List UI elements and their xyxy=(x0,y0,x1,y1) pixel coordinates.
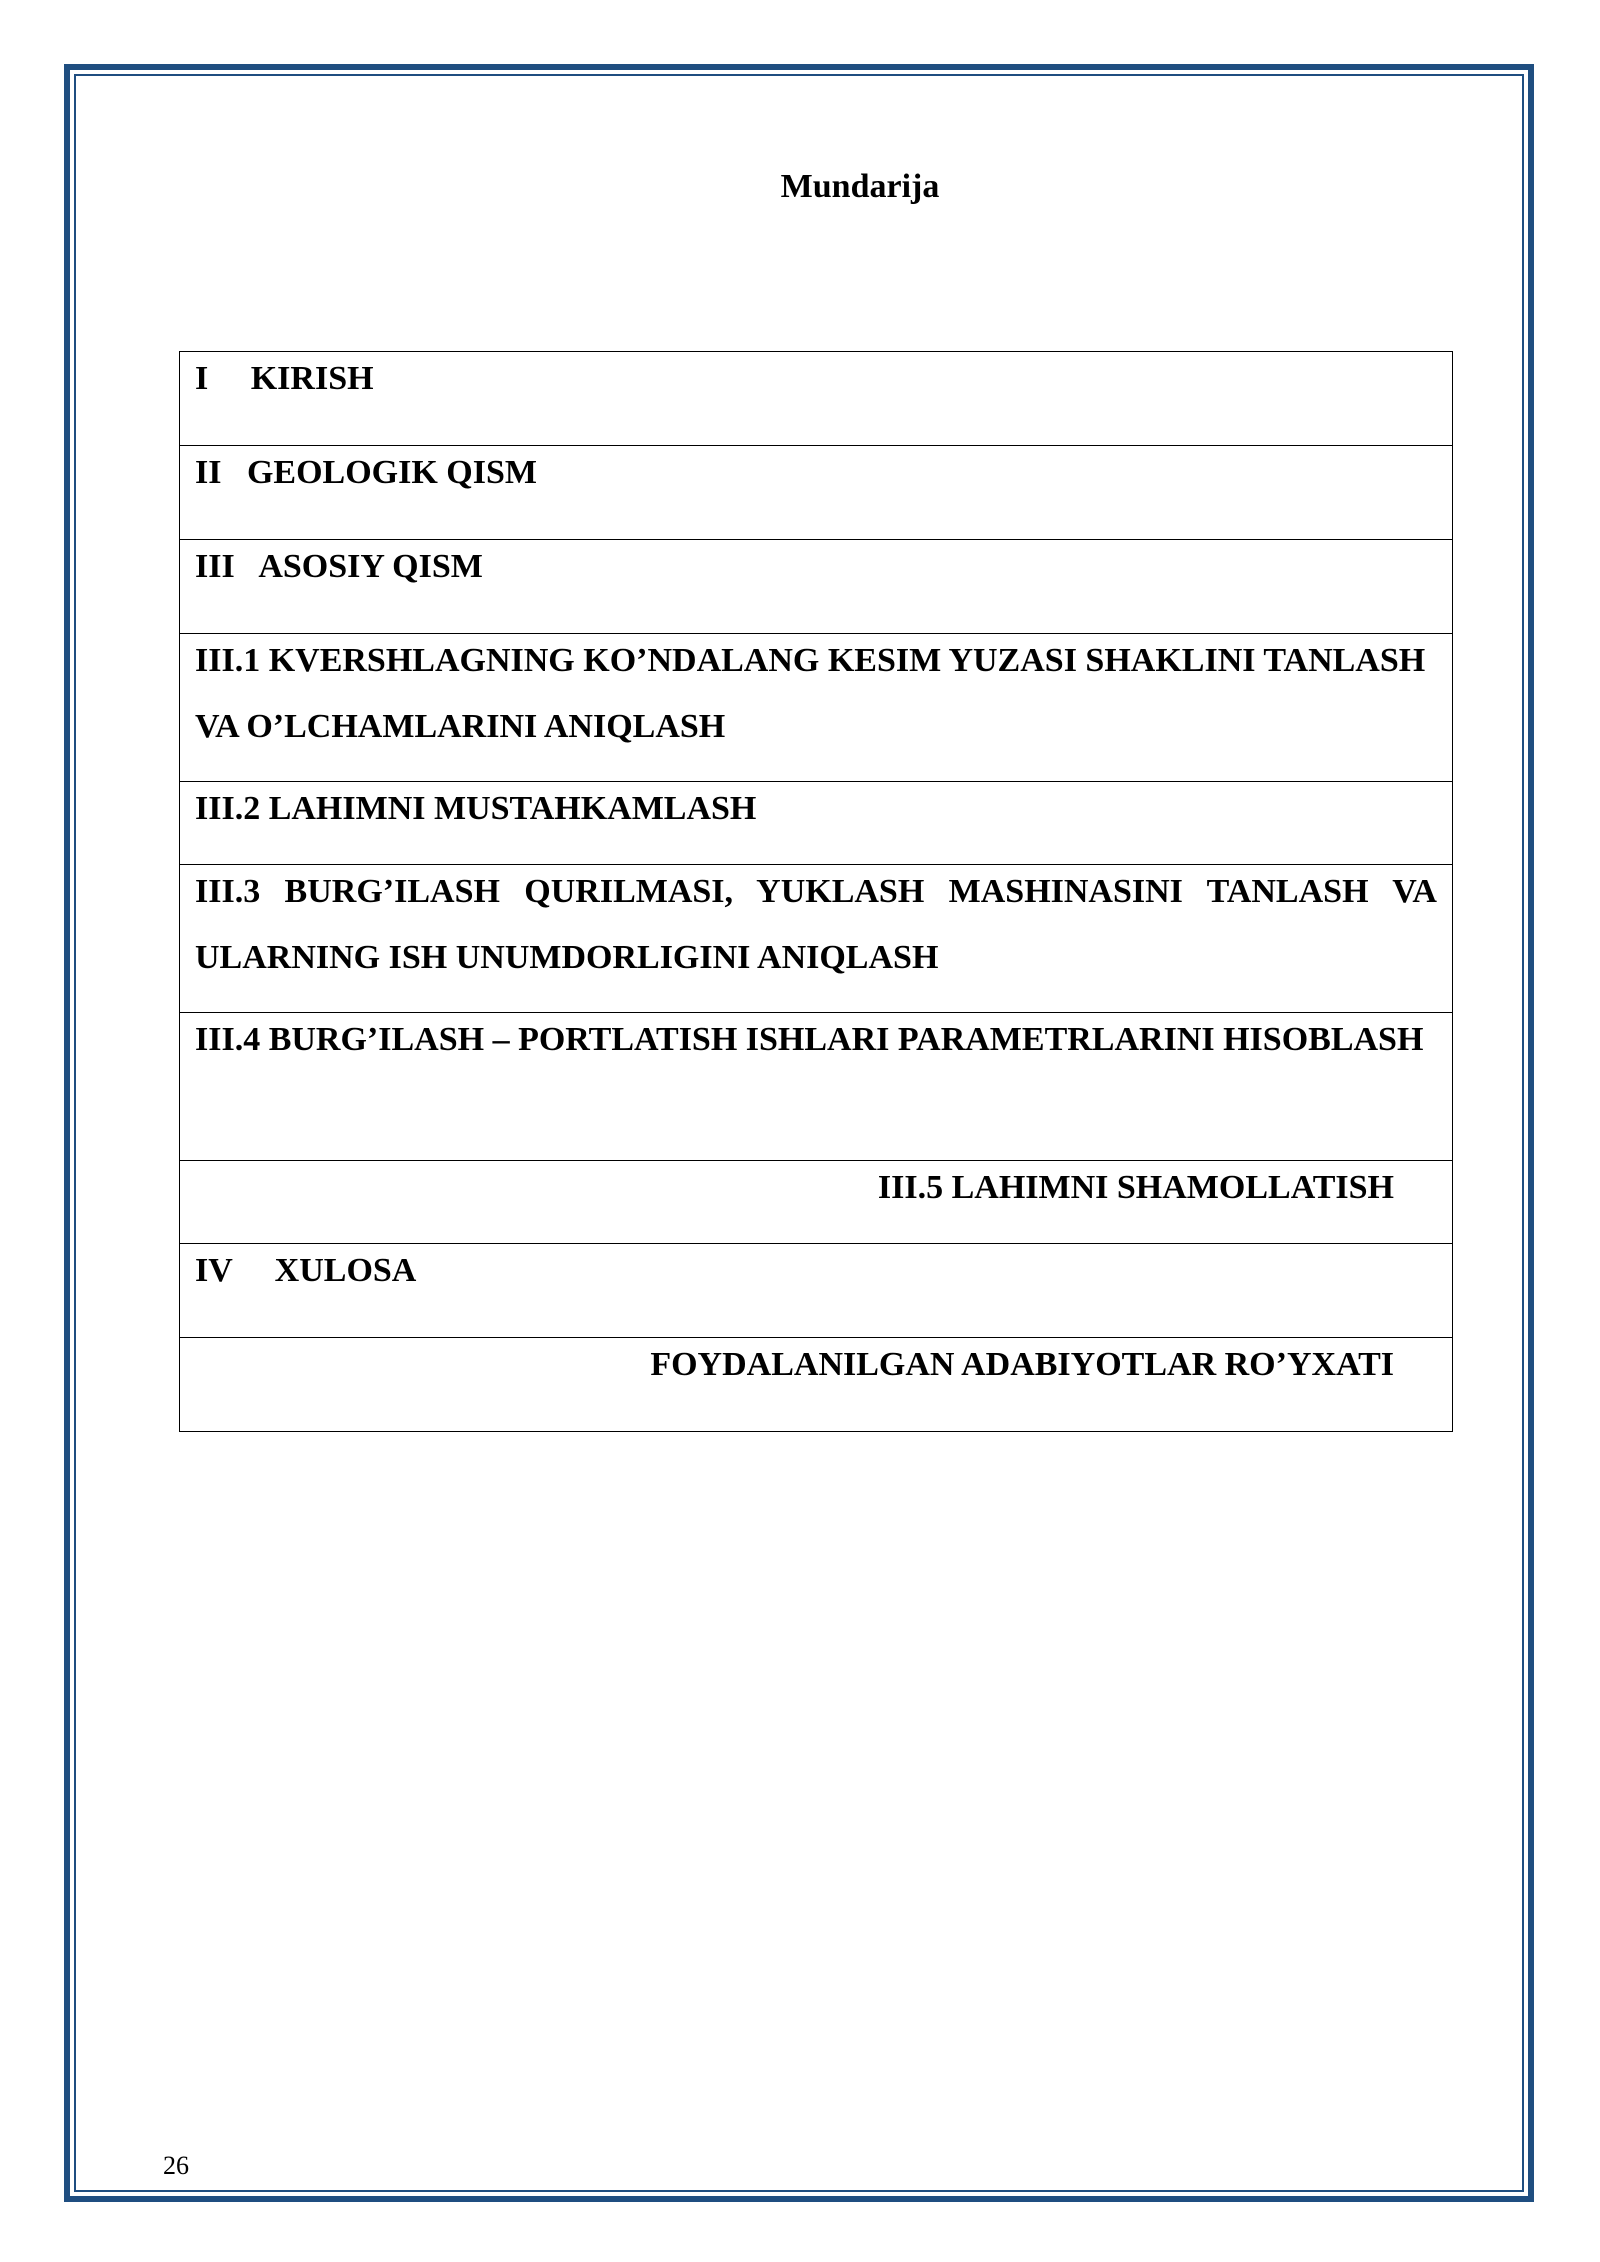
toc-row xyxy=(180,865,1453,1013)
toc-entry-iii-4: III.4 BURG’ILASH – PORTLATISH ISHLARI PARAMETRLARINI HISOBLASH xyxy=(195,1021,1424,1058)
toc-entry-iii-2: III.2 LAHIMNI MUSTAHKAMLASH xyxy=(195,790,757,827)
toc-entry-asosiy-qism: III ASOSIY QISM xyxy=(195,548,483,585)
toc-row xyxy=(180,1338,1453,1432)
toc-cell xyxy=(180,634,1453,782)
toc-cell xyxy=(180,540,1453,634)
toc-row xyxy=(180,634,1453,782)
toc-entry-xulosa: IV XULOSA xyxy=(195,1252,417,1289)
toc-entry-iii-1: III.1 KVERSHLAGNING KO’NDALANG KESIM YUZASI SHAKLINI TANLASH VA O’LCHAMLARINI ANIQLASH xyxy=(195,642,1426,745)
toc-row xyxy=(180,782,1453,865)
page-number: 26 xyxy=(163,2151,189,2180)
page-title: Mundarija xyxy=(780,168,940,205)
toc-cell xyxy=(180,1161,1453,1244)
toc-row xyxy=(180,540,1453,634)
toc-row xyxy=(180,1013,1453,1161)
toc-cell xyxy=(180,352,1453,446)
toc-row xyxy=(180,446,1453,540)
toc-cell xyxy=(180,1338,1453,1432)
toc-cell xyxy=(180,446,1453,540)
toc-row xyxy=(180,1244,1453,1338)
toc-row xyxy=(180,352,1453,446)
toc-entry-iii-3: III.3 BURG’ILASH QURILMASI, YUKLASH MASHINASINI TANLASH VA ULARNING ISH UNUMDORLIGINI ANIQLASH xyxy=(195,873,1437,976)
toc-cell xyxy=(180,1013,1453,1161)
toc-entry-geologik-qism: II GEOLOGIK QISM xyxy=(195,454,537,491)
toc-entry-adabiyotlar: FOYDALANILGAN ADABIYOTLAR RO’YXATI xyxy=(650,1346,1394,1383)
toc-row xyxy=(180,1161,1453,1244)
toc-entry-kirish: I KIRISH xyxy=(195,360,374,397)
toc-entry-iii-5: III.5 LAHIMNI SHAMOLLATISH xyxy=(877,1169,1394,1206)
toc-cell xyxy=(180,865,1453,1013)
table-of-contents xyxy=(179,351,1453,1432)
toc-cell xyxy=(180,782,1453,865)
toc-cell xyxy=(180,1244,1453,1338)
